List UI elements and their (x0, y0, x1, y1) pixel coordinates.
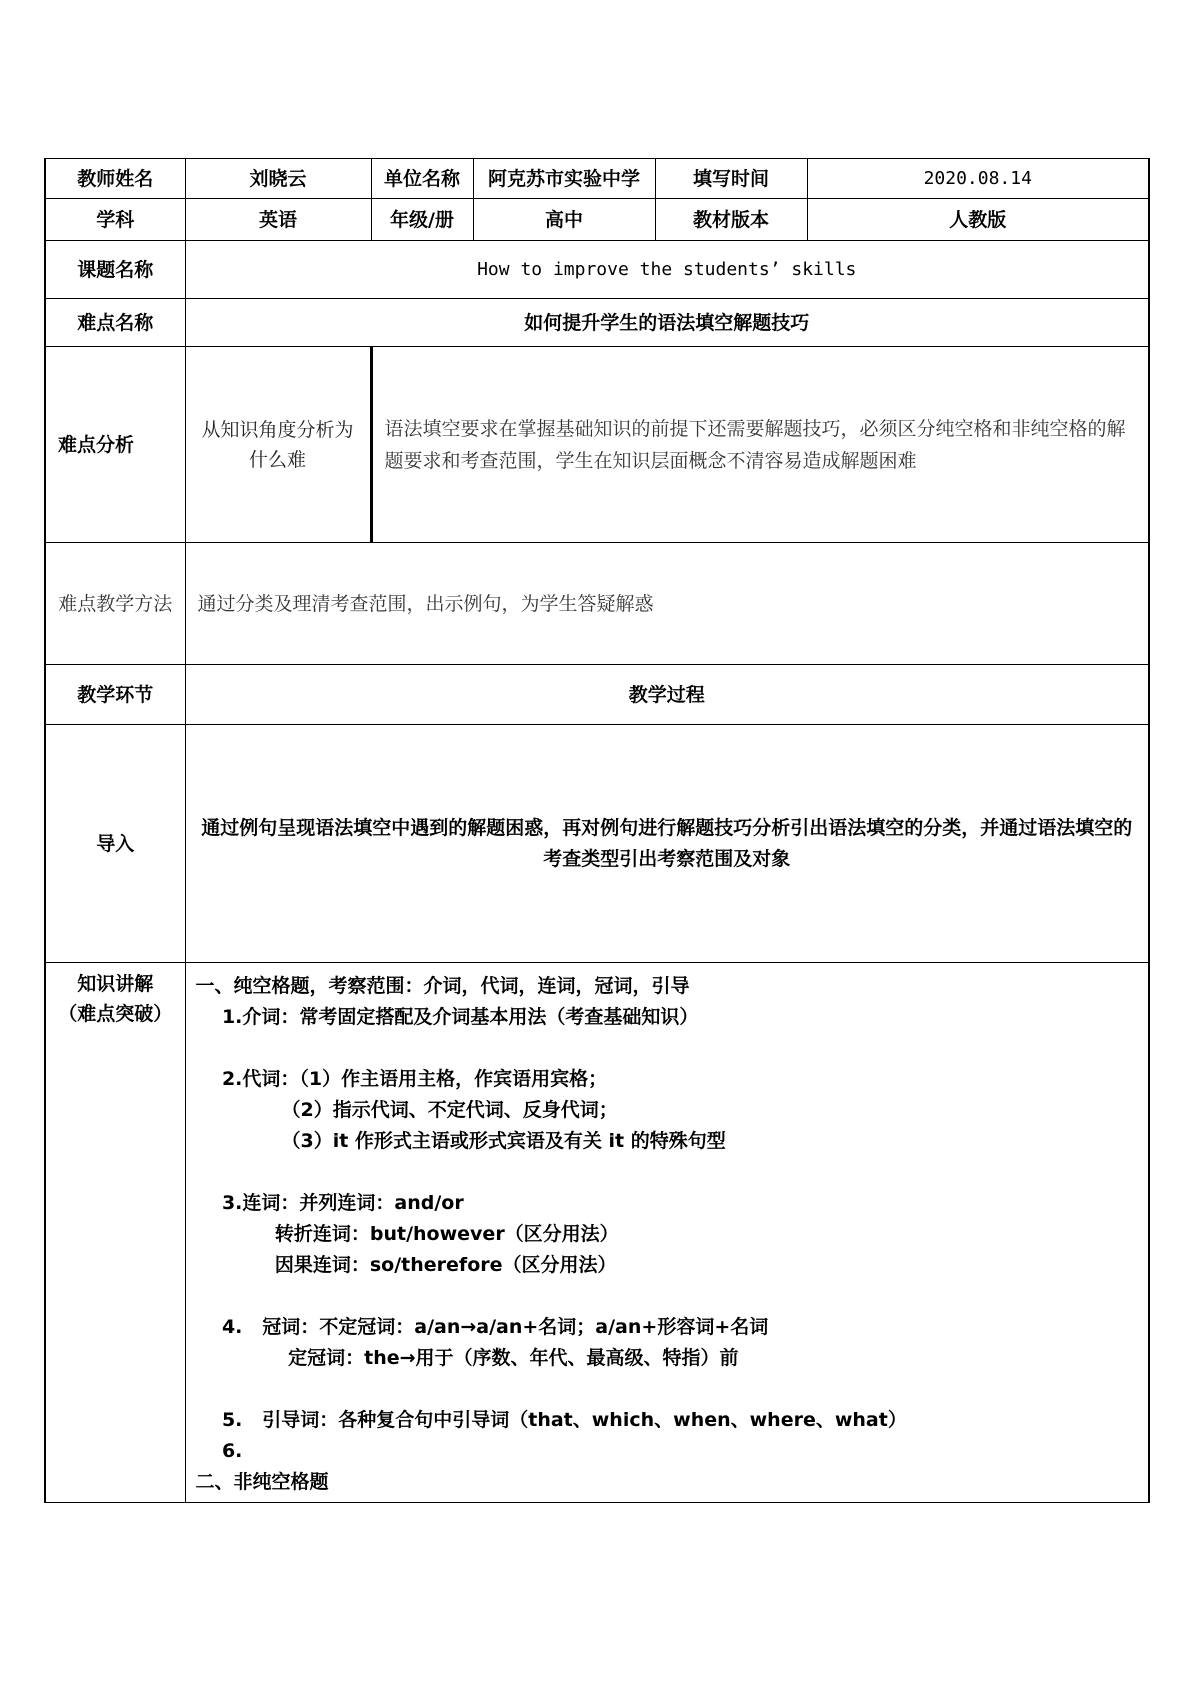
difficulty-label: 难点名称 (45, 299, 185, 347)
teacher-name: 刘晓云 (185, 159, 371, 199)
difficulty-row (45, 299, 1149, 347)
lesson-plan-table (44, 158, 1150, 1503)
intro-value: 通过例句呈现语法填空中遇到的解题困惑，再对例句进行解题技巧分析引出语法填空的分类，并通过语法填空的考查类型引出考察范围及对象 (185, 725, 1149, 963)
process-stage-label: 教学环节 (45, 665, 185, 725)
knowledge-line: 5. 引导词：各种复合句中引导词（that、which、when、where、what） (195, 1409, 907, 1431)
knowledge-label-line-2: （难点突破） (58, 1003, 173, 1025)
knowledge-line: （3）it 作形式主语或形式宾语及有关 it 的特殊句型 (195, 1130, 726, 1152)
unit-name: 阿克苏市实验中学 (473, 159, 655, 199)
knowledge-line: 定冠词：the→用于（序数、年代、最高级、特指）前 (195, 1347, 739, 1369)
textbook: 人教版 (807, 199, 1149, 241)
date-label: 填写时间 (655, 159, 807, 199)
knowledge-line (196, 1281, 1139, 1312)
topic-row (45, 241, 1149, 299)
grade: 高中 (473, 199, 655, 241)
knowledge-line: 转折连词：but/however（区分用法） (195, 1223, 619, 1245)
header-row-1 (45, 159, 1149, 199)
difficulty-value: 如何提升学生的语法填空解题技巧 (185, 299, 1149, 347)
process-header-row (45, 665, 1149, 725)
knowledge-line (196, 1374, 1139, 1405)
knowledge-line: 2.代词：（1）作主语用主格，作宾语用宾格； (195, 1068, 608, 1090)
method-row (45, 543, 1149, 665)
knowledge-line: 一、纯空格题，考察范围：介词，代词，连词，冠词，引导 (195, 975, 690, 997)
knowledge-line (196, 1033, 1139, 1064)
subject: 英语 (185, 199, 371, 241)
grade-label: 年级/册 (371, 199, 473, 241)
analysis-row (45, 347, 1149, 543)
knowledge-content (185, 963, 1149, 1503)
intro-row (45, 725, 1149, 963)
header-row-2 (45, 199, 1149, 241)
knowledge-label-line-1: 知识讲解 (77, 973, 154, 995)
knowledge-line (196, 1157, 1139, 1188)
fill-date: 2020.08.14 (807, 159, 1149, 199)
knowledge-line: 6. (195, 1440, 243, 1462)
knowledge-label (45, 963, 185, 1503)
analysis-sub-label: 从知识角度分析为什么难 (185, 347, 371, 543)
analysis-value: 语法填空要求在掌握基础知识的前提下还需要解题技巧，必须区分纯空格和非纯空格的解题要求和考查范围，学生在知识层面概念不清容易造成解题困难 (371, 347, 1149, 543)
analysis-label: 难点分析 (45, 347, 185, 543)
topic-label: 课题名称 (45, 241, 185, 299)
lesson-plan-sheet (44, 158, 1148, 1503)
subject-label: 学科 (45, 199, 185, 241)
process-title: 教学过程 (185, 665, 1149, 725)
unit-label: 单位名称 (371, 159, 473, 199)
teacher-name-label: 教师姓名 (45, 159, 185, 199)
knowledge-line: 1.介词：常考固定搭配及介词基本用法（考查基础知识） (195, 1006, 699, 1028)
intro-label: 导入 (45, 725, 185, 963)
method-label: 难点教学方法 (45, 543, 185, 665)
knowledge-line: 3.连词：并列连词：and/or (195, 1192, 464, 1214)
textbook-label: 教材版本 (655, 199, 807, 241)
topic-value: How to improve the students’ skills (185, 241, 1149, 299)
knowledge-row (45, 963, 1149, 1503)
knowledge-line: （2）指示代词、不定代词、反身代词； (195, 1099, 618, 1121)
knowledge-line: 二、非纯空格题 (195, 1471, 329, 1493)
method-value: 通过分类及理清考查范围，出示例句，为学生答疑解惑 (185, 543, 1149, 665)
knowledge-line: 因果连词：so/therefore（区分用法） (195, 1254, 617, 1276)
knowledge-line: 4. 冠词：不定冠词：a/an→a/an+名词；a/an+形容词+名词 (195, 1316, 769, 1338)
